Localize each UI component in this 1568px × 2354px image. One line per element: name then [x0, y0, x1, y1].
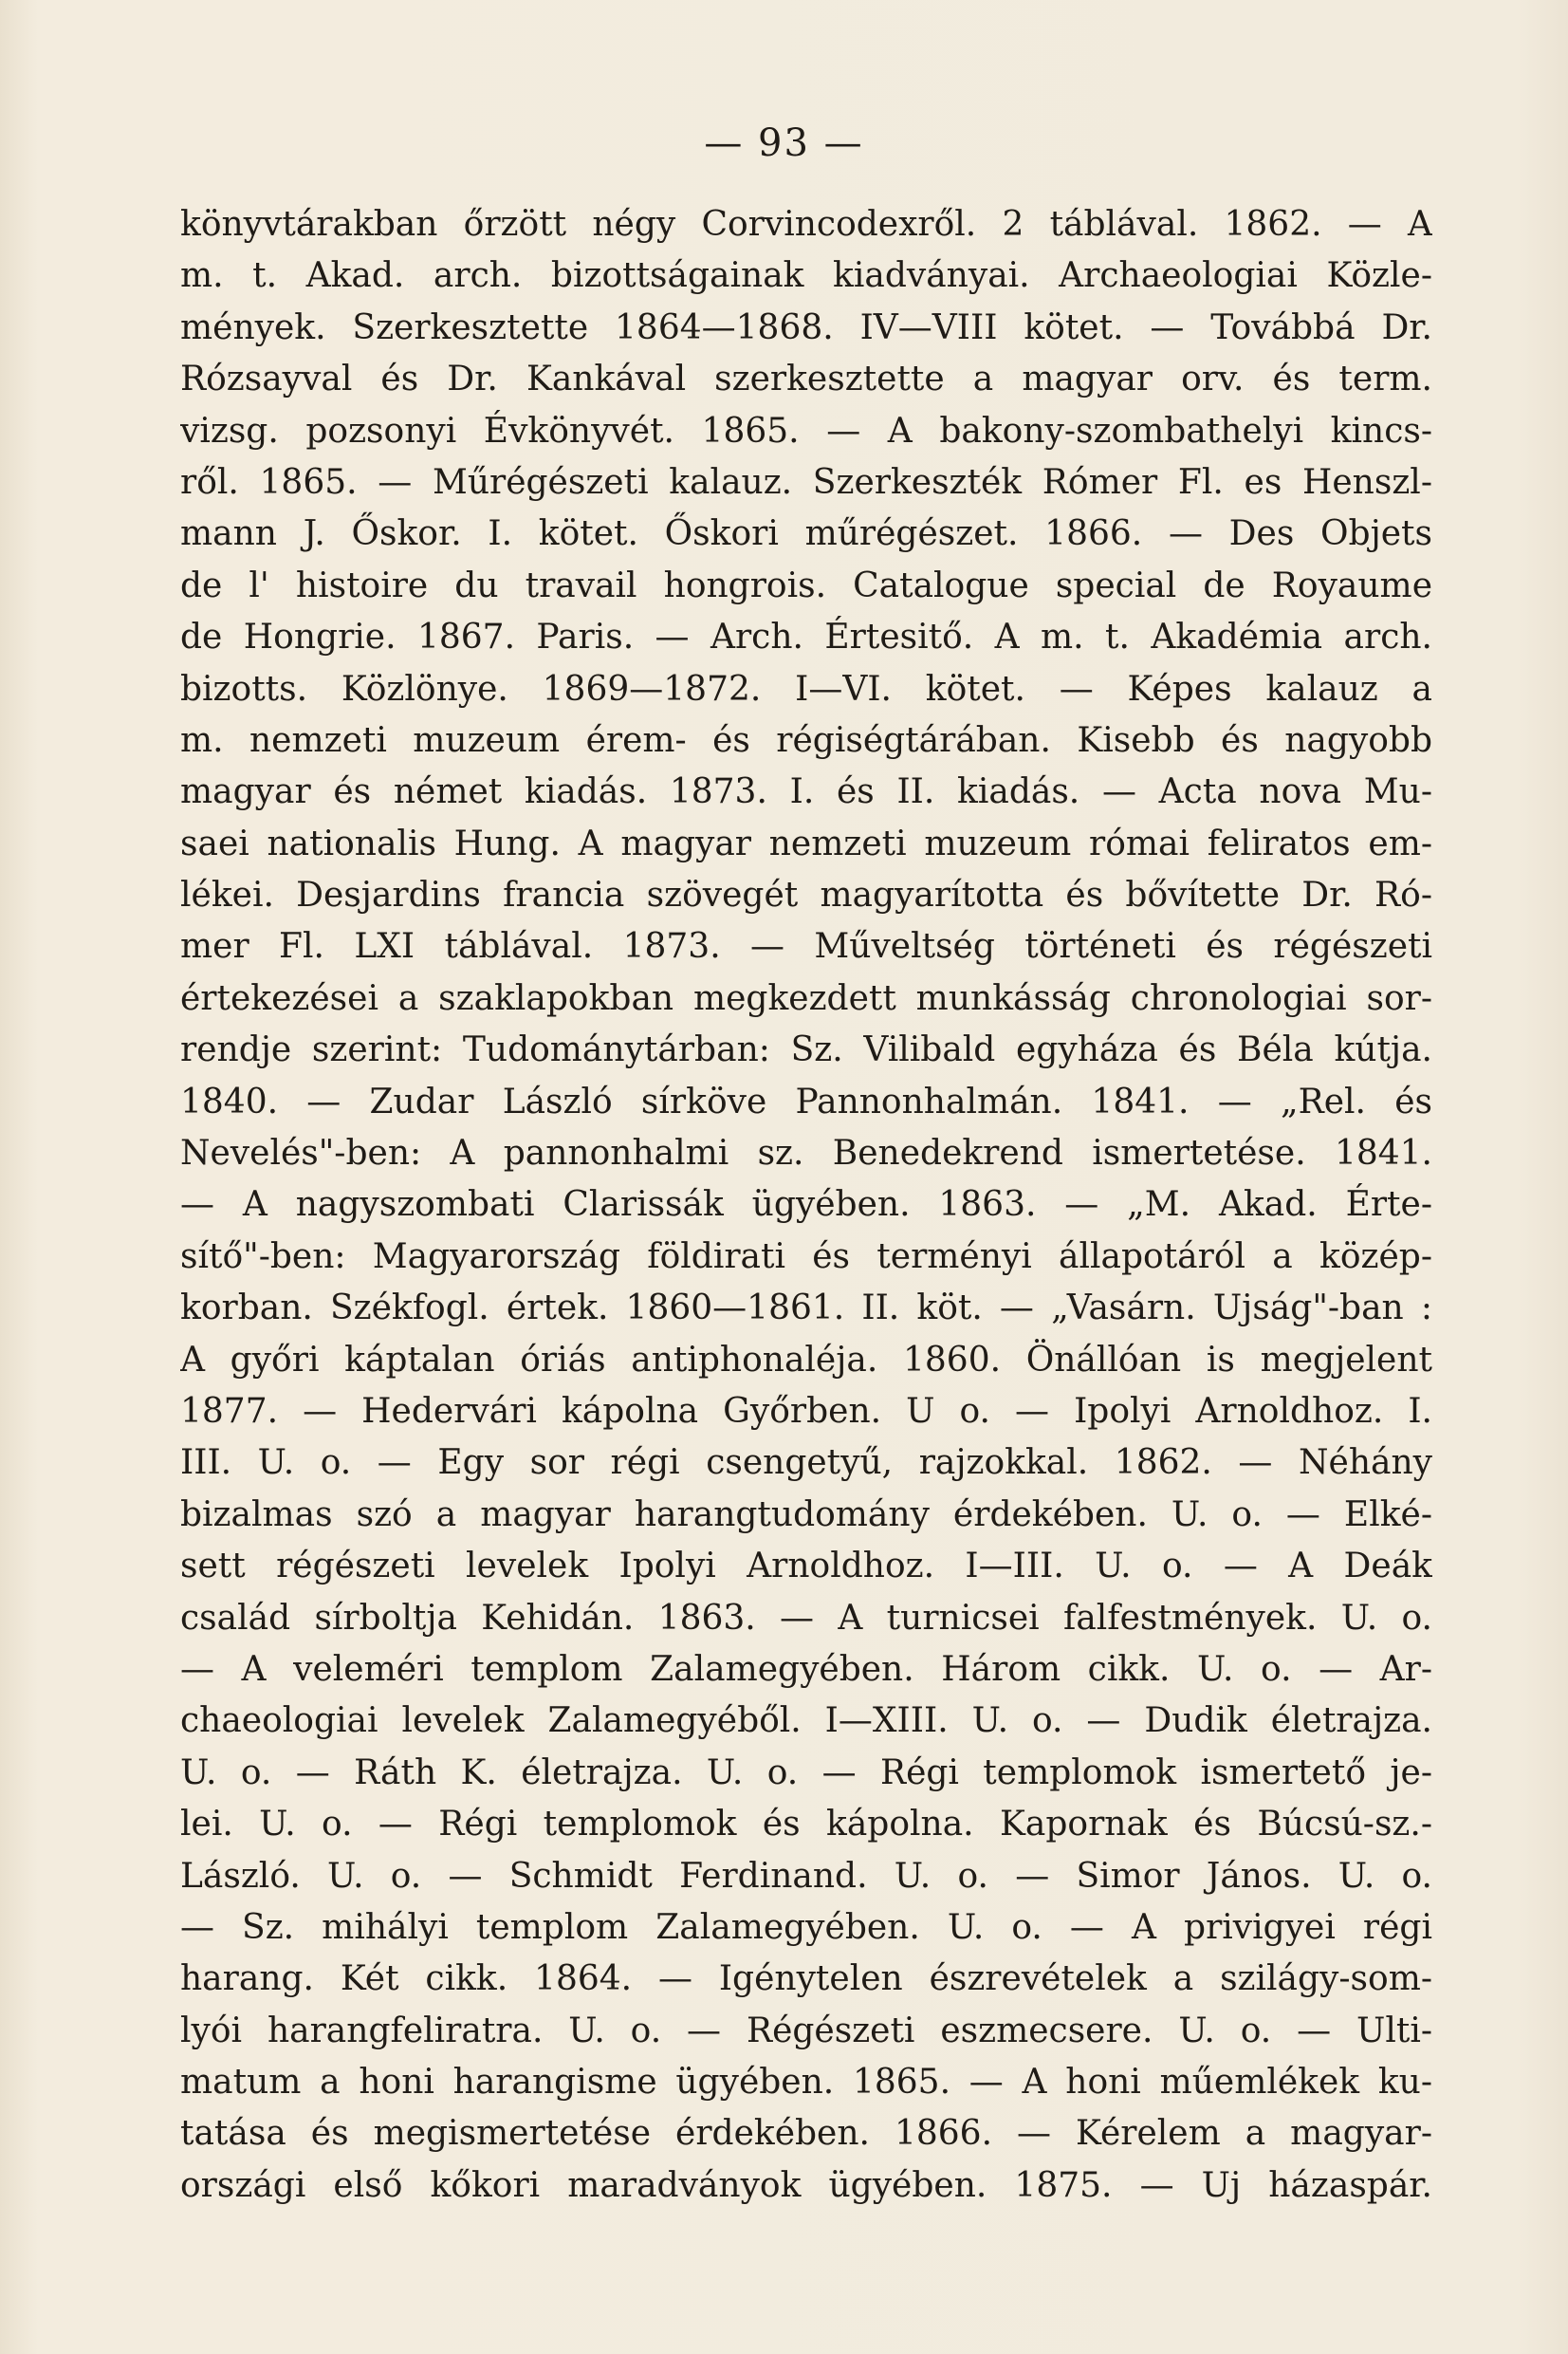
- text-line: ről. 1865. — Műrégészeti kalauz. Szerkeszték Rómer Fl. es Henszl-: [180, 462, 1432, 502]
- body-text: [180, 199, 1432, 2212]
- text-line: de Hongrie. 1867. Paris. — Arch. Értesitő. A m. t. Akadémia arch.: [180, 618, 1432, 658]
- text-line: értekezései a szaklapokban megkezdett munkásság chronologiai sor-: [180, 978, 1432, 1018]
- text-line: harang. Két cikk. 1864. — Igénytelen észrevételek a szilágy-som-: [180, 1959, 1432, 1999]
- text-line: U. o. — Ráth K. életrajza. U. o. — Régi templomok ismertető je-: [180, 1752, 1432, 1792]
- text-line: mények. Szerkesztette 1864—1868. IV—VIII kötet. — Továbbá Dr.: [180, 307, 1432, 347]
- text-line: lyói harangfeliratra. U. o. — Régészeti eszmecsere. U. o. — Ulti-: [180, 2011, 1432, 2050]
- text-line: — A veleméri templom Zalamegyében. Három cikk. U. o. — Ar-: [180, 1649, 1432, 1689]
- text-line: m. nemzeti muzeum érem- és régiségtárában. Kisebb és nagyobb: [180, 720, 1432, 760]
- text-line: Nevelés"-ben: A pannonhalmi sz. Benedekrend ismertetése. 1841.: [180, 1134, 1432, 1174]
- text-line: bizotts. Közlönye. 1869—1872. I—VI. kötet. — Képes kalauz a: [180, 669, 1432, 709]
- text-line: 1840. — Zudar László sírköve Pannonhalmán. 1841. — „Rel. és: [180, 1082, 1432, 1121]
- text-line: mann J. Őskor. I. kötet. Őskori műrégészet. 1866. — Des Objets: [180, 514, 1432, 554]
- text-line: korban. Székfogl. értek. 1860—1861. II. köt. — „Vasárn. Ujság"-ban :: [180, 1288, 1432, 1328]
- text-line: mer Fl. LXI táblával. 1873. — Műveltség történeti és régészeti: [180, 927, 1432, 967]
- text-line: család sírboltja Kehidán. 1863. — A turnicsei falfestmények. U. o.: [180, 1598, 1432, 1638]
- text-line: országi első kőkori maradványok ügyében. 1875. — Uj házaspár.: [180, 2165, 1432, 2205]
- text-line: — A nagyszombati Clarissák ügyében. 1863. — „M. Akad. Érte-: [180, 1185, 1432, 1225]
- text-line: Rózsayval és Dr. Kankával szerkesztette a magyar orv. és term.: [180, 360, 1432, 399]
- text-line: matum a honi harangisme ügyében. 1865. — A honi műemlékek ku-: [180, 2063, 1432, 2103]
- text-line: saei nationalis Hung. A magyar nemzeti muzeum római feliratos em-: [180, 824, 1432, 863]
- text-line: vizsg. pozsonyi Évkönyvét. 1865. — A bakony-szombathelyi kincs-: [180, 411, 1432, 451]
- text-line: chaeologiai levelek Zalamegyéből. I—XIII. U. o. — Dudik életrajza.: [180, 1701, 1432, 1741]
- text-line: rendje szerint: Tudománytárban: Sz. Vilibald egyháza és Béla kútja.: [180, 1030, 1432, 1070]
- text-line: m. t. Akad. arch. bizottságainak kiadványai. Archaeologiai Közle-: [180, 256, 1432, 296]
- text-line: — Sz. mihályi templom Zalamegyében. U. o. — A privigyei régi: [180, 1907, 1432, 1947]
- text-line: de l' histoire du travail hongrois. Catalogue special de Royaume: [180, 565, 1432, 605]
- text-line: III. U. o. — Egy sor régi csengetyű, rajzokkal. 1862. — Néhány: [180, 1443, 1432, 1483]
- text-line: könyvtárakban őrzött négy Corvincodexről. 2 táblával. 1862. — A: [180, 205, 1432, 244]
- text-line: lei. U. o. — Régi templomok és kápolna. Kapornak és Búcsú-sz.-: [180, 1805, 1432, 1844]
- text-line: bizalmas szó a magyar harangtudomány érdekében. U. o. — Elké-: [180, 1494, 1432, 1534]
- text-line: tatása és megismertetése érdekében. 1866. — Kérelem a magyar-: [180, 2114, 1432, 2154]
- text-line: magyar és német kiadás. 1873. I. és II. kiadás. — Acta nova Mu-: [180, 772, 1432, 812]
- text-line: lékei. Desjardins francia szövegét magyarította és bővítette Dr. Ró-: [180, 876, 1432, 916]
- page-number: — 93 —: [704, 121, 864, 165]
- text-line: László. U. o. — Schmidt Ferdinand. U. o. — Simor János. U. o.: [180, 1856, 1432, 1896]
- text-line: 1877. — Hedervári kápolna Győrben. U o. — Ipolyi Arnoldhoz. I.: [180, 1391, 1432, 1431]
- text-line: sett régészeti levelek Ipolyi Arnoldhoz. I—III. U. o. — A Deák: [180, 1547, 1432, 1586]
- text-line: sítő"-ben: Magyarország földirati és terményi állapotáról a közép-: [180, 1236, 1432, 1276]
- text-line: A győri káptalan óriás antiphonaléja. 1860. Önállóan is megjelent: [180, 1340, 1432, 1380]
